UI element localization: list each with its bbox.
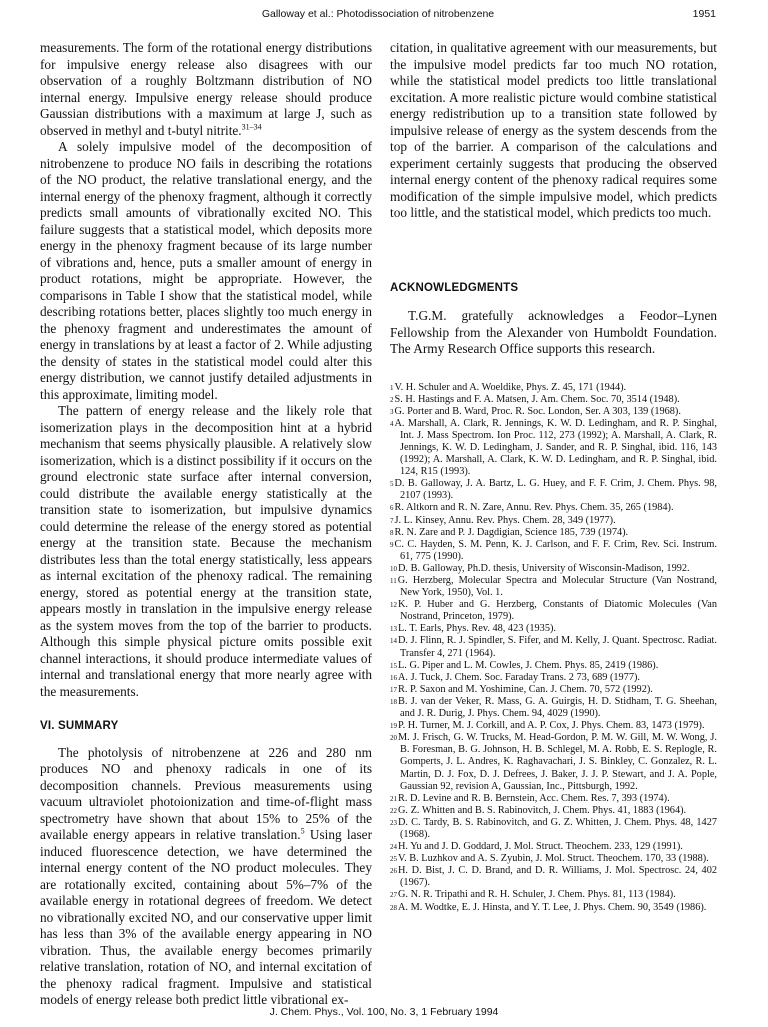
reference-item — [390, 418, 717, 478]
reference-item — [390, 672, 717, 684]
running-header — [40, 8, 716, 22]
reference-number: 21 — [390, 794, 397, 803]
reference-number: 27 — [390, 891, 397, 900]
reference-number: 20 — [390, 734, 397, 743]
summary-paragraph: The photolysis of nitrobenzene at 226 and 280 nm produces NO and phenoxy radicals in one of its decomposition channels. Previous measurements using vacuum ultraviolet photoionization and time-of-flight mass spectrometry have shown that about 15% to 25% of the available energy appears in relative translation.$^5$ Using laser induced fluorescence detection, we have determined the internal energy content of the NO product molecules. They are rotationally excited, containing about 5%–7% of the available energy in rotational degrees of freedom. We detect no vibrationally excited NO, and our conservative upper limit has less than 3% of the available energy appearing in NO vibration. Thus, the available energy becomes primarily relative translation, rotation of NO, and internal excitation of the phenoxy radical fragment. Impulsive and statistical models of energy release both predict little vibrational ex- — [40, 744, 372, 1007]
reference-text: D. B. Galloway, J. A. Bartz, L. G. Huey, and F. F. Crim, J. Chem. Phys. 98, 2107 (1993). — [394, 478, 717, 502]
reference-text: A. Marshall, A. Clark, R. Jennings, K. W. D. Ledingham, and R. P. Singhal, Int. J. Mass Spectrom. Ion Proc. 112, 273 (1992); A. Marshall, A. Clark, R. Jennings, K. W. D. Ledingham, J. Sander, and R. P. Singhal, ibid. 116, 143 (1992); A. Marshall, A. Clark, K. W. D. Ledingham, and R. P. Singhal, ibid. 124, R15 (1993). — [394, 417, 717, 478]
reference-text: D. C. Tardy, B. S. Rabinovitch, and G. Z. Whitten, J. Chem. Phys. 48, 1427 (1968). — [398, 816, 717, 840]
reference-item — [390, 563, 717, 575]
reference-text: V. B. Luzhkov and A. S. Zyubin, J. Mol. Struct. Theochem. 170, 33 (1988). — [398, 853, 709, 865]
reference-text: D. B. Galloway, Ph.D. thesis, University of Wisconsin-Madison, 1992. — [398, 562, 690, 574]
reference-number: 6 — [390, 504, 394, 513]
reference-item — [390, 635, 717, 659]
reference-number: 19 — [390, 722, 397, 731]
reference-item — [390, 853, 717, 865]
reference-text: R. Altkorn and R. N. Zare, Annu. Rev. Phys. Chem. 35, 265 (1984). — [394, 502, 674, 514]
reference-item — [390, 502, 717, 514]
reference-text: R. P. Saxon and M. Yoshimine, Can. J. Chem. 70, 572 (1992). — [398, 683, 653, 695]
reference-number: 14 — [390, 637, 397, 646]
section-heading-summary: VI. SUMMARY — [40, 720, 119, 732]
reference-number: 10 — [390, 564, 397, 573]
reference-item — [390, 527, 717, 539]
reference-number: 8 — [390, 528, 394, 537]
reference-number: 26 — [390, 867, 397, 876]
reference-item — [390, 515, 717, 527]
reference-item — [390, 382, 717, 394]
reference-text: M. J. Frisch, G. W. Trucks, M. Head-Gordon, P. M. W. Gill, M. W. Wong, J. B. Foresman, B. G. Johnson, H. B. Schlegel, M. A. Robb, E. S. Replogle, R. Gomperts, J. L. Andres, K. Raghavachari, J. S. Binkley, C. Gonzalez, R. L. Martin, D. J. Fox, D. J. Defrees, J. Baker, J. J. P. Stewart, and J. A. Pople, Gaussian 92, revision A, Gaussian, Inc., Pittsburgh, 1992. — [398, 732, 717, 792]
body-paragraph: A solely impulsive model of the decomposition of nitrobenzene to produce NO fails in describing the rotations of the NO product, the relative translational energy, and the internal energy of the phenoxy fragment, although it correctly predicts small amounts of vibrationally excited NO. This failure suggests that a statistical model, which deposits more energy in the phenoxy fragment because of its large number of vibrations and, hence, puts a smaller amount of energy in product rotations, might be appropriate. However, the comparisons in Table I show that the statistical model, while describing rotations better, places slightly too much energy in the phenoxy fragment and underestimates the amount of energy in translations by at least a factor of 2. While adjusting the density of states in the statistical model could alter this energy distribution, we cannot justify detailed adjustments in this approximate, limiting model. — [40, 139, 372, 402]
reference-item — [390, 660, 717, 672]
reference-item — [390, 889, 717, 901]
reference-number: 16 — [390, 673, 397, 682]
reference-number: 5 — [390, 480, 394, 489]
running-head: Galloway et al.: Photodissociation of nitrobenzene — [261, 8, 495, 20]
reference-text: R. D. Levine and R. B. Bernstein, Acc. Chem. Res. 7, 393 (1974). — [398, 792, 670, 804]
reference-item — [390, 732, 717, 792]
reference-text: S. H. Hastings and F. A. Matsen, J. Am. Chem. Soc. 70, 3514 (1948). — [394, 393, 680, 405]
reference-text: L. G. Piper and L. M. Cowles, J. Chem. Phys. 85, 2419 (1986). — [398, 659, 659, 671]
left-column — [40, 40, 372, 1009]
reference-text: H. D. Bist, J. C. D. Brand, and D. R. Williams, J. Mol. Spectrosc. 24, 402 (1967). — [398, 865, 717, 889]
acknowledgments-paragraph: T.G.M. gratefully acknowledges a Feodor–Lynen Fellowship from the Alexander von Humboldt Foundation. The Army Research Office supports this research. — [390, 308, 717, 356]
reference-item — [390, 623, 717, 635]
reference-item — [390, 865, 717, 889]
reference-number: 11 — [390, 577, 397, 585]
reference-list — [390, 382, 717, 914]
reference-item — [390, 539, 717, 563]
reference-text: G. Z. Whitten and B. S. Rabinovitch, J. Chem. Phys. 41, 1883 (1964). — [398, 804, 687, 816]
reference-text: L. T. Earls, Phys. Rev. 48, 423 (1935). — [398, 623, 556, 635]
reference-number: 1 — [390, 383, 394, 392]
reference-number: 2 — [390, 395, 394, 404]
reference-text: P. H. Turner, M. J. Corkill, and A. P. Cox, J. Phys. Chem. 83, 1473 (1979). — [398, 720, 705, 732]
reference-text: J. L. Kinsey, Annu. Rev. Phys. Chem. 28, 349 (1977). — [394, 514, 616, 526]
reference-number: 24 — [390, 843, 397, 852]
reference-item — [390, 394, 717, 406]
reference-text: B. J. van der Veker, R. Mass, G. A. Guirgis, H. D. Stidham, T. G. Sheehan, and J. R. Durig, J. Phys. Chem. 94, 4029 (1990). — [398, 695, 717, 720]
reference-text: R. N. Zare and P. J. Dagdigian, Science 185, 739 (1974). — [394, 526, 629, 538]
reference-number: 12 — [390, 601, 397, 610]
reference-number: 7 — [390, 516, 394, 525]
reference-item — [390, 696, 717, 720]
reference-text: A. J. Tuck, J. Chem. Soc. Faraday Trans. 2 73, 689 (1977). — [398, 671, 640, 683]
body-paragraph: The pattern of energy release and the likely role that isomerization plays in the decomposition hint at a hybrid mechanism that seems physically plausible. A relatively slow isomerization, which is a distinct possibility if it occurs on the ground electronic state surface after internal conversion, could distribute the available energy statistically at the transition state to isomerization, but impulsive dynamics could determine the release of the energy stored as potential energy at the transition state. Because the mechanism distributes less than the total energy statistically, less appears as internal excitation of the phenoxy radical. The remaining energy, stored as potential energy at the transition state, appears mostly in translation in the impulsive energy release as the system moves from the top of the barrier to products. Although this simple physical picture omits possible exit channel interactions, it should produce intermediate values of internal and translational energy that more nearly agree with the measurements. — [40, 403, 372, 699]
reference-number: 4 — [390, 419, 394, 428]
reference-text: V. H. Schuler and A. Woeldike, Phys. Z. 45, 171 (1944). — [394, 381, 627, 393]
citation-superscript: 31–34 — [241, 122, 262, 132]
reference-text: D. J. Flinn, R. J. Spindler, S. Fifer, and M. Kelly, J. Quant. Spectrosc. Radiat. Transfer 4, 271 (1964). — [398, 635, 717, 659]
reference-item — [390, 805, 717, 817]
reference-item — [390, 406, 717, 418]
reference-item — [390, 478, 717, 502]
reference-number: 15 — [390, 661, 397, 670]
reference-text: A. M. Wodtke, E. J. Hinsta, and Y. T. Lee, J. Phys. Chem. 90, 3549 (1986). — [398, 901, 707, 913]
reference-number: 25 — [390, 855, 397, 864]
reference-number: 17 — [390, 685, 397, 694]
reference-number: 18 — [390, 697, 397, 706]
reference-item — [390, 793, 717, 805]
reference-number: 3 — [390, 407, 394, 416]
body-paragraph: measurements. The form of the rotational energy distributions for impulsive energy release also disagrees with our observation of a roughly Boltzmann distribution of NO internal energy. Impulsive energy release should produce Gaussian distributions with a maximum at large J, such as observed in methyl and t-butyl nitrite.$^{31-34}$ — [40, 40, 372, 138]
reference-item — [390, 841, 717, 853]
right-column — [390, 40, 717, 914]
journal-footer: J. Chem. Phys., Vol. 100, No. 3, 1 February 1994 — [269, 1006, 499, 1018]
reference-text: C. C. Hayden, S. M. Penn, K. J. Carlson, and F. F. Crim, Rev. Sci. Instrum. 61, 775 (1990). — [394, 538, 717, 562]
section-heading-acknowledgments: ACKNOWLEDGMENTS — [390, 281, 519, 294]
body-paragraph: citation, in qualitative agreement with our measurements, but the impulsive model predicts far too much NO rotation, while the statistical model predicts too little translational excitation. A more realistic picture would combine statistical energy redistribution up to a transition state followed by impulsive release of energy as the system descends from the top of the barrier. A comparison of the calculations and experiment certainly suggests that producing the observed internal energy content of the phenoxy radical requires some modification of the simple impulsive model, which predicts too little, and the statistical model, which predicts too much. — [390, 40, 717, 220]
reference-text: G. N. R. Tripathi and R. H. Schuler, J. Chem. Phys. 81, 113 (1984). — [398, 889, 676, 901]
citation-superscript: 5 — [300, 826, 305, 836]
reference-item — [390, 599, 717, 623]
reference-number: 13 — [390, 625, 397, 634]
reference-text: K. P. Huber and G. Herzberg, Constants of Diatomic Molecules (Van Nostrand, Princeton, 1979). — [398, 599, 717, 623]
reference-item — [390, 684, 717, 696]
reference-item — [390, 720, 717, 732]
reference-number: 23 — [390, 818, 397, 827]
reference-number: 28 — [390, 903, 397, 912]
reference-item — [390, 817, 717, 841]
reference-text: G. Herzberg, Molecular Spectra and Molecular Structure (Van Nostrand, New York, 1950), Vol. 1. — [397, 575, 717, 599]
reference-number: 22 — [390, 806, 397, 815]
reference-item — [390, 902, 717, 914]
reference-number: 9 — [390, 540, 394, 549]
reference-text: G. Porter and B. Ward, Proc. R. Soc. London, Ser. A 303, 139 (1968). — [394, 405, 681, 417]
reference-item — [390, 575, 717, 599]
page-number: 1951 — [692, 8, 716, 20]
reference-text: H. Yu and J. D. Goddard, J. Mol. Struct. Theochem. 233, 129 (1991). — [398, 841, 683, 853]
